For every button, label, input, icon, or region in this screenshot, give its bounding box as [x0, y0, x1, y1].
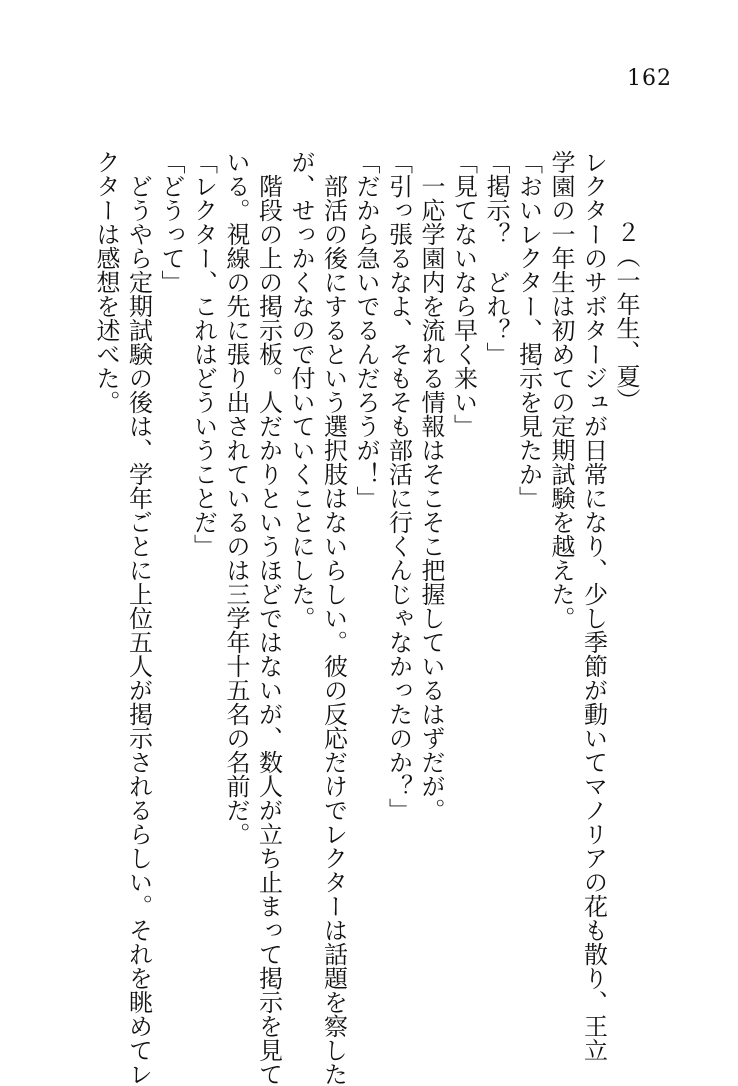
- text-line: 「掲示？ どれ？」: [482, 150, 510, 366]
- text-line: レクターのサボタージュが日常になり、少し季節が動いてマノリアの花も散り、王立: [579, 150, 608, 1062]
- vertical-text-body: [90, 150, 643, 1086]
- text-line: いる。視線の先に張り出されているのは三学年十五名の名前だ。: [222, 150, 250, 846]
- text-line: 「おいレクター、掲示を見たか」: [514, 150, 543, 510]
- text-line: 「レクター、これはどういうことだ」: [189, 150, 218, 558]
- chapter-heading: ２（一年生、夏）: [612, 220, 640, 412]
- text-line: 部活の後にするという選択肢はないらしい。彼の反応だけでレクターは話題を察した: [319, 150, 348, 1086]
- text-line: 「どうって」: [157, 150, 185, 294]
- text-line: どうやら定期試験の後は、学年ごとに上位五人が掲示されるらしい。それを眺めてレ: [124, 150, 153, 1086]
- text-line: クターは感想を述べた。: [92, 150, 120, 414]
- text-line: 「だから急いでるんだろうが！」: [352, 150, 380, 510]
- page-number: 162: [627, 66, 672, 91]
- text-line: 「見てないなら早く来い」: [449, 150, 478, 438]
- text-line: 階段の上の掲示板。人だかりというほどではないが、数人が立ち止まって掲示を見て: [254, 150, 283, 1086]
- text-line: 学園の一年生は初めての定期試験を越えた。: [547, 150, 575, 630]
- text-line: 「引っ張るなよ、そもそも部活に行くんじゃなかったのか？」: [384, 150, 413, 822]
- text-line: 一応学園内を流れる情報はそこそこ把握しているはずだが。: [417, 150, 445, 822]
- text-line: が、せっかくなので付いていくことにした。: [287, 150, 315, 630]
